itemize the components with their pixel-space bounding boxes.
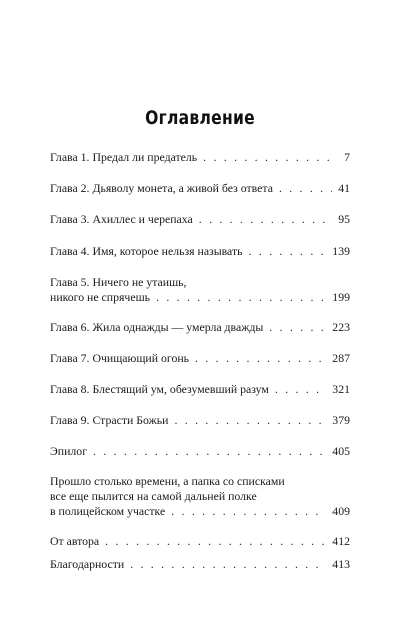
toc-entry-title: никого не спрячешь [50, 290, 151, 304]
toc-entry-chapter-5 [50, 275, 350, 305]
toc-entry-title: Благодарности [50, 557, 125, 571]
toc-entry-title: в полицейском участке [50, 504, 166, 518]
toc-entry-title-line: все еще пылится на самой дальней полке [50, 489, 257, 503]
toc-entry-title: От автора [50, 534, 100, 548]
toc-entry-afterword [50, 474, 350, 519]
toc-page-number: 287 [332, 351, 350, 365]
dot-leader [275, 382, 326, 397]
toc-entry-chapter-1 [50, 150, 350, 165]
toc-entry-title: Глава 9. Страсти Божьи [50, 413, 169, 427]
toc-entry-epilogue [50, 444, 350, 459]
toc-entry-acknowledgements [50, 557, 350, 572]
dot-leader [203, 150, 332, 165]
toc-entry-chapter-3 [50, 212, 350, 227]
toc-page-number: 139 [332, 244, 350, 258]
toc-page-number: 413 [332, 557, 350, 571]
toc-page-number: 412 [332, 534, 350, 548]
toc-page-number: 321 [332, 382, 350, 396]
toc-entry-chapter-2 [50, 181, 350, 196]
toc-page-number: 199 [332, 290, 350, 304]
toc-page-number: 7 [344, 150, 350, 164]
dot-leader [156, 290, 326, 305]
toc-entry-title: Эпилог [50, 444, 88, 458]
toc-entry-title-line: Глава 5. Ничего не утаишь, [50, 275, 187, 289]
toc-entry-title: Глава 6. Жила однажды — умерла дважды [50, 320, 264, 334]
toc-entry-chapter-4 [50, 244, 350, 259]
toc-entry-title: Глава 7. Очищающий огонь [50, 351, 190, 365]
toc-entry-title-line: Прошло столько времени, а папка со списками [50, 474, 285, 488]
dot-leader [174, 413, 326, 428]
toc-entry-title: Глава 8. Блестящий ум, обезумевший разум [50, 382, 269, 396]
toc-page-number: 223 [332, 320, 350, 334]
toc-entry-title: Глава 2. Дьяволу монета, а живой без ответа [50, 181, 273, 195]
toc-entry-from-author [50, 534, 350, 549]
toc-page-number: 379 [332, 413, 350, 427]
toc-page-number: 95 [338, 212, 350, 226]
dot-leader [249, 244, 327, 259]
dot-leader [171, 504, 326, 519]
dot-leader [130, 557, 326, 572]
toc-entry-title: Глава 4. Имя, которое нельзя называть [50, 244, 243, 258]
dot-leader [105, 534, 326, 549]
dot-leader [93, 444, 326, 459]
page-title: Оглавление [145, 106, 255, 129]
dot-leader [269, 320, 326, 335]
toc-entry-title: Глава 1. Предал ли предатель [50, 150, 198, 164]
toc-page-number: 405 [332, 444, 350, 458]
toc-entry-chapter-6 [50, 320, 350, 335]
toc-entry-chapter-9 [50, 413, 350, 428]
toc-entry-chapter-8 [50, 382, 350, 397]
toc-page-number: 409 [332, 504, 350, 518]
dot-leader [279, 181, 332, 196]
toc-entry-chapter-7 [50, 351, 350, 366]
dot-leader [195, 351, 326, 366]
toc-entry-title: Глава 3. Ахиллес и черепаха [50, 212, 193, 226]
dot-leader [199, 212, 332, 227]
toc-page-number: 41 [338, 181, 350, 195]
